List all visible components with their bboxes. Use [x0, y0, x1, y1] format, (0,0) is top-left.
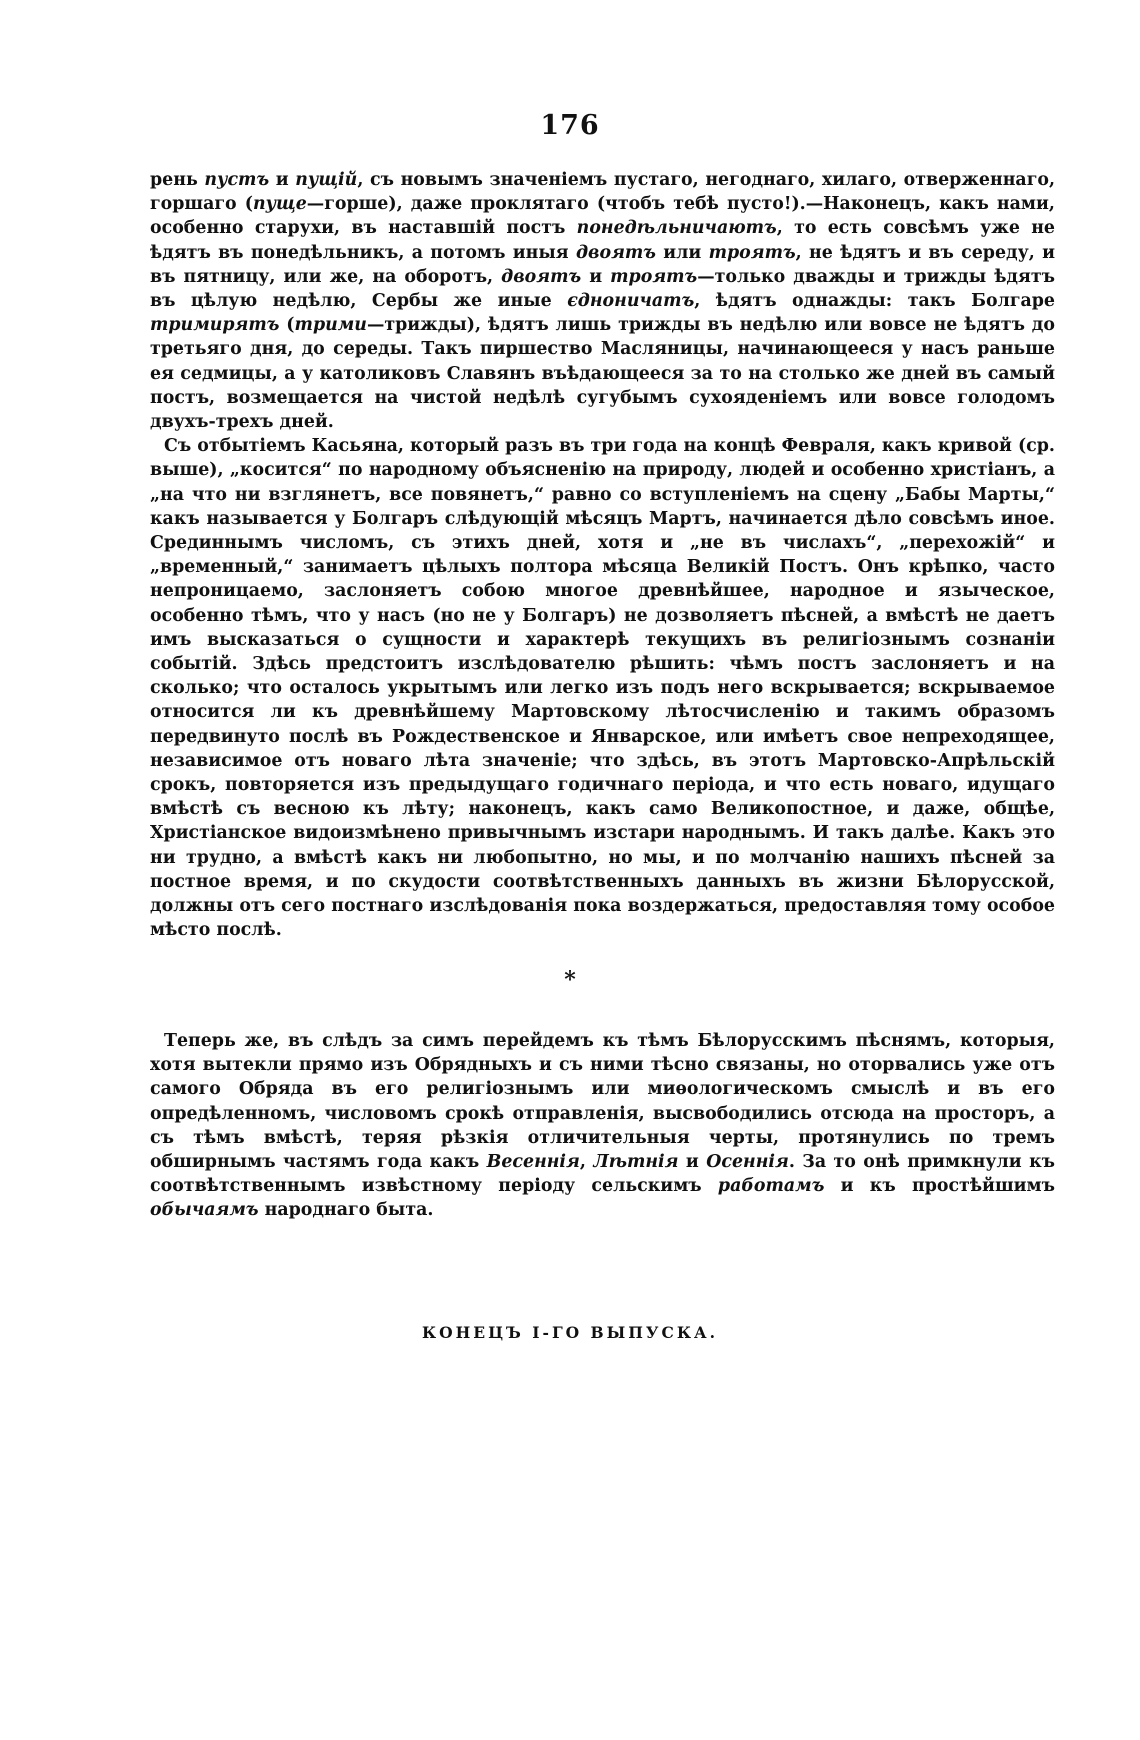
end-of-issue-mark: КОНЕЦЪ I-ГО ВЫПУСКА. [422, 1323, 718, 1342]
paragraph-kasyan: Съ отбытіемъ Касьяна, который разъ въ три года на концѣ Февраля, какъ кривой (ср. выше), „косится“ по народному объясненію на природу, людей и особенно христіанъ, а „на что ни взглянетъ, все повянетъ,“ равно со вступленіемъ на сцену „Бабы Марты,“ какъ называется у Болгаръ слѣдующій мѣсяцъ Мартъ, начинается дѣло совсѣмъ иное. Срединнымъ числомъ, съ этихъ дней, хотя и „не въ числахъ“, „перехожій“ и „временный,“ занимаетъ цѣлыхъ полтора мѣсяца Великій Постъ. Онъ крѣпко, часто непроницаемо, заслоняетъ собою многое древнѣйшее, народное и языческое, особенно тѣмъ, что у насъ (но не у Болгаръ) не дозволяетъ пѣсней, а вмѣстѣ не даетъ имъ высказаться о сущности и характерѣ текущихъ въ религіознымъ сознаніи событій. Здѣсь предстоитъ изслѣдователю рѣшить: чѣмъ постъ заслоняетъ и на сколько; что осталось укрытымъ или легко изъ подъ него вскрывается; вскрываемое относится ли къ древнѣйшему Мартовскому лѣтосчисленію и такимъ образомъ передвинуто послѣ въ Рождественское и Январское, или имѣетъ свое непреходящее, независимое отъ новаго лѣта значеніе; что здѣсь, въ этотъ Мартовско-Апрѣльскій срокъ, повторяется изъ предыдущаго годичнаго періода, и что есть новаго, идущаго вмѣстѣ съ весною къ лѣту; наконецъ, какъ само Великопостное, и даже, общѣе, Христіанское видоизмѣнено привычнымъ изстари народнымъ. И такъ далѣе. Какъ это ни трудно, а вмѣстѣ какъ ни любопытно, но мы, и по молчанію нашихъ пѣсней за постное время, и по скудости соотвѣтственныхъ данныхъ въ жизни Бѣлорусской, должны отъ сего постнаго изслѣдованія пока воздержаться, предоставляя тому особое мѣсто послѣ. [150, 436, 1055, 941]
italic-term: понедѣльничаютъ [576, 218, 777, 239]
page-number: 176 [540, 110, 600, 141]
italic-term: трими [294, 315, 367, 336]
italic-term: Лѣтнія [593, 1152, 679, 1173]
italic-term: двоятъ [501, 266, 582, 287]
italic-term: Осеннія [706, 1152, 789, 1173]
italic-term: єдноничатъ [567, 291, 695, 312]
italic-term: пуще [252, 194, 307, 215]
section-ornament: * [564, 967, 576, 993]
italic-term: работамъ [717, 1176, 825, 1197]
paragraph-songs: Теперь же, въ слѣдъ за симъ перейдемъ къ тѣмъ Бѣлорусскимъ пѣснямъ, которыя, хотя вытекли прямо изъ Обрядныхъ и съ ними тѣсно связаны, но оторвались уже отъ самого Обряда въ его религіознымъ или миѳологическомъ смыслѣ и въ его опредѣленномъ, числовомъ срокѣ отправленія, высвободились отсюда на просторъ, а съ тѣмъ вмѣстѣ, теряя рѣзкія отличительныя черты, протянулись по тремъ обширнымъ частямъ года какъ Весеннія, Лѣтнія и Осеннія. За то онѣ примкнули къ соотвѣтственнымъ извѣстному періоду сельскимъ работамъ и къ простѣйшимъ обычаямъ народнаго быта. [150, 1031, 1055, 1221]
italic-term: троятъ [708, 242, 796, 263]
second-text-block [150, 1029, 1055, 1223]
italic-term: двоятъ [575, 242, 656, 263]
main-text-block [150, 168, 1055, 943]
italic-term: Весеннія [486, 1152, 580, 1173]
italic-term: обычаямъ [150, 1200, 259, 1221]
italic-term: тримирятъ [150, 315, 280, 336]
italic-term: пустъ [204, 170, 270, 190]
italic-term: троятъ [610, 266, 698, 287]
italic-term: пущій [295, 170, 358, 190]
paragraph-continuation: рень пустъ и пущій, съ новымъ значеніемъ пустаго, негоднаго, хилаго, отверженнаго, горшаго (пуще—горше), даже проклятаго (чтобъ тебѣ пусто!).—Наконецъ, какъ нами, особенно старухи, въ наставшій постъ понедѣльничаютъ, то есть совсѣмъ уже не ѣдятъ въ понедѣльникъ, а потомъ иныя двоятъ или троятъ, не ѣдятъ и въ середу, и въ пятницу, или же, на оборотъ, двоятъ и троятъ—только дважды и трижды ѣдятъ въ цѣлую недѣлю, Сербы же иные єдноничатъ, ѣдятъ однажды: такъ Болгаре тримирятъ (трими—трижды), ѣдятъ лишь трижды въ недѣлю или вовсе не ѣдятъ до третьяго дня, до середы. Такъ пиршество Масляницы, начинающееся у насъ раньше ея седмицы, а у католиковъ Славянъ въѣдающееся за то на столько же дней въ самый постъ, возмещается на чистой недѣлѣ сугубымъ сухояденіемъ или вовсе голодомъ двухъ-трехъ дней. [150, 170, 1055, 433]
